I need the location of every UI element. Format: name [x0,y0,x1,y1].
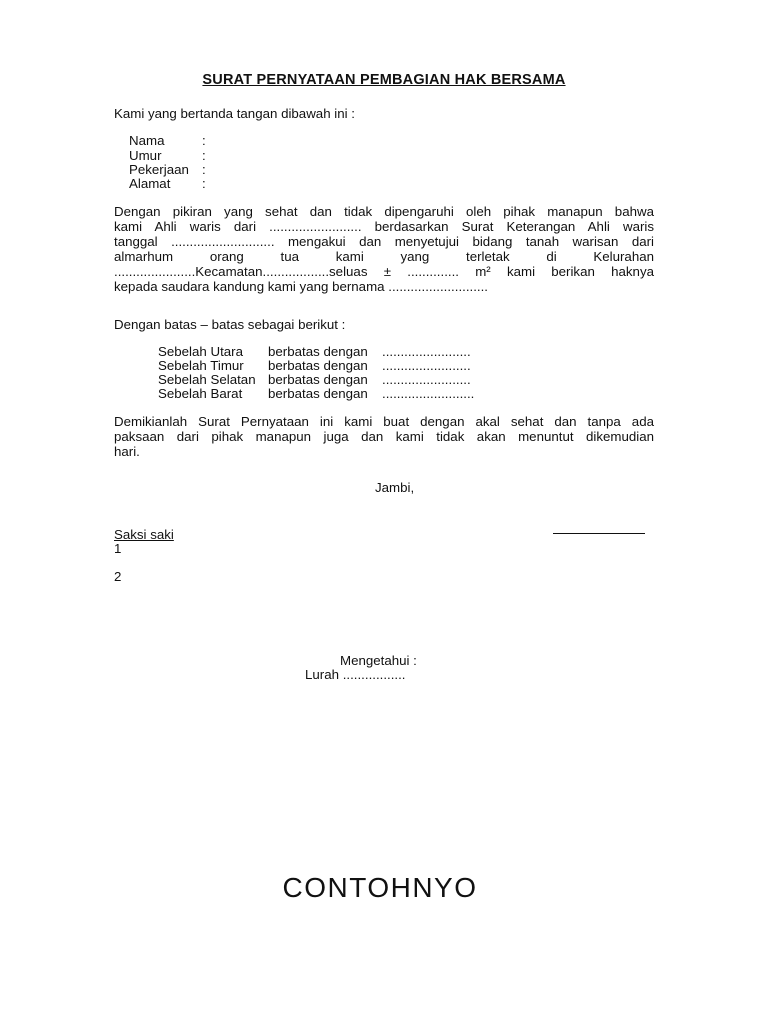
identity-label: Pekerjaan [129,162,189,177]
statement-line: ......................Kecamatan..................seluas ± .............. m² kami berikan haknya [114,264,654,279]
border-row-timur [158,358,471,373]
identity-row-umur [129,148,206,163]
witnesses-label: Saksi saki [114,527,174,542]
document-title: SURAT PERNYATAAN PEMBAGIAN HAK BERSAMA [202,72,566,88]
intro-text: Kami yang bertanda tangan dibawah ini : [114,106,355,121]
identity-row-alamat [129,176,206,191]
identity-separator: : [202,133,206,148]
closing-line: hari. [114,444,140,459]
lurah-label: Lurah ................. [305,667,406,682]
border-side: Sebelah Selatan [158,372,256,387]
identity-row-pekerjaan [129,162,206,177]
identity-label: Nama [129,133,165,148]
acknowledge-label: Mengetahui : [340,653,417,668]
statement-line: almarhum orang tua kami yang terletak di Kelurahan [114,249,654,264]
statement-line: tanggal ............................ mengakui dan menyetujui bidang tanah warisan dari [114,234,654,249]
witness-number-2: 2 [114,569,122,584]
watermark-text: CONTOHNYO [282,872,478,903]
identity-row-nama [129,133,206,148]
statement-line: kami Ahli waris dari ......................... berdasarkan Surat Keterangan Ahli waris [114,219,654,234]
closing-paragraph [114,414,654,459]
borders-intro: Dengan batas – batas sebagai berikut : [114,317,346,332]
statement-line: kepada saudara kandung kami yang bernama ........................... [114,279,488,294]
border-prep: berbatas dengan [268,358,368,373]
identity-label: Alamat [129,176,171,191]
border-value: ........................ [382,358,471,373]
border-row-utara [158,344,471,359]
border-side: Sebelah Timur [158,358,244,373]
statement-paragraph [114,204,654,294]
identity-label: Umur [129,148,162,163]
border-side: Sebelah Utara [158,344,244,359]
closing-line: paksaan dari pihak manapun juga dan kami tidak akan menuntut dikemudian [114,429,654,444]
statement-line: Dengan pikiran yang sehat dan tidak dipengaruhi oleh pihak manapun bahwa [114,204,654,219]
border-prep: berbatas dengan [268,344,368,359]
closing-line: Demikianlah Surat Pernyataan ini kami buat dengan akal sehat dan tanpa ada [114,414,654,429]
border-prep: berbatas dengan [268,372,368,387]
signature-line [553,533,645,534]
border-side: Sebelah Barat [158,386,243,401]
border-row-selatan [158,372,471,387]
identity-separator: : [202,162,206,177]
identity-separator: : [202,148,206,163]
border-row-barat [158,386,474,401]
witness-number-1: 1 [114,541,122,556]
place-date: Jambi, [375,480,415,495]
border-value: ........................ [382,372,471,387]
border-value: ......................... [382,386,475,401]
border-value: ........................ [382,344,471,359]
border-prep: berbatas dengan [268,386,368,401]
identity-separator: : [202,176,206,191]
